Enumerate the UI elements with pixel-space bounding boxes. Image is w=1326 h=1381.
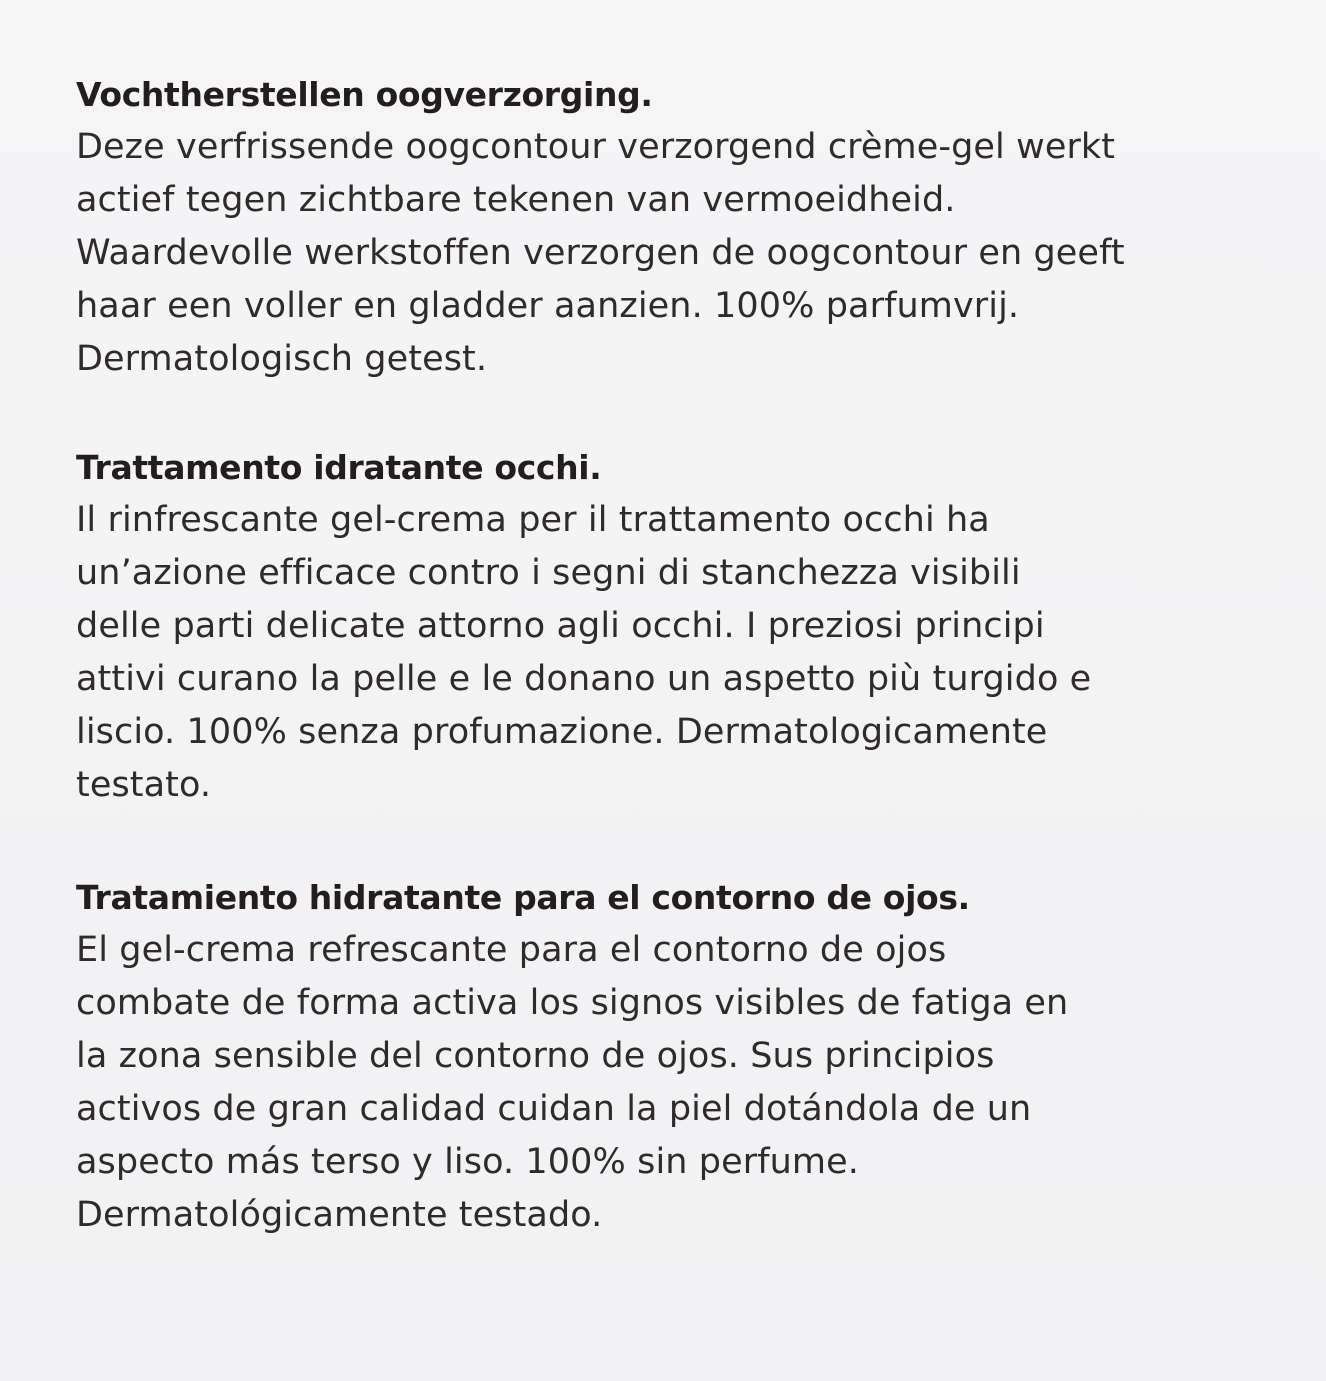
dutch-line-4: haar een voller en gladder aanzien. 100% parfumvrij. — [76, 286, 1020, 326]
spanish-line-2: combate de forma activa los signos visibles de fatiga en — [76, 983, 1069, 1023]
spanish-heading: Tratamiento hidratante para el contorno de ojos. — [76, 878, 970, 917]
italian-line-5: liscio. 100% senza profumazione. Dermatologicamente — [76, 712, 1048, 752]
italian-section — [76, 441, 1296, 812]
italian-line-1: Il rinfrescante gel-crema per il trattamento occhi ha — [76, 500, 990, 540]
spanish-section — [76, 871, 1296, 1242]
italian-line-4: attivi curano la pelle e le donano un aspetto più turgido e — [76, 659, 1092, 699]
dutch-heading: Vochtherstellen oogverzorging. — [76, 75, 653, 114]
italian-heading: Trattamento idratante occhi. — [76, 448, 602, 487]
dutch-line-5: Dermatologisch getest. — [76, 339, 488, 379]
spanish-line-1: El gel-crema refrescante para el contorno de ojos — [76, 930, 947, 970]
italian-line-6: testato. — [76, 765, 212, 805]
dutch-line-2: actief tegen zichtbare tekenen van vermoeidheid. — [76, 180, 956, 220]
dutch-section — [76, 68, 1296, 386]
spanish-line-4: activos de gran calidad cuidan la piel dotándola de un — [76, 1089, 1032, 1129]
italian-line-3: delle parti delicate attorno agli occhi. I preziosi principi — [76, 606, 1045, 646]
dutch-line-1: Deze verfrissende oogcontour verzorgend crème-gel werkt — [76, 127, 1116, 167]
spanish-line-6: Dermatológicamente testado. — [76, 1195, 603, 1235]
dutch-line-3: Waardevolle werkstoffen verzorgen de oogcontour en geeft — [76, 233, 1125, 273]
spanish-line-3: la zona sensible del contorno de ojos. Sus principios — [76, 1036, 995, 1076]
italian-line-2: un’azione efficace contro i segni di stanchezza visibili — [76, 553, 1021, 593]
spanish-line-5: aspecto más terso y liso. 100% sin perfume. — [76, 1142, 859, 1182]
